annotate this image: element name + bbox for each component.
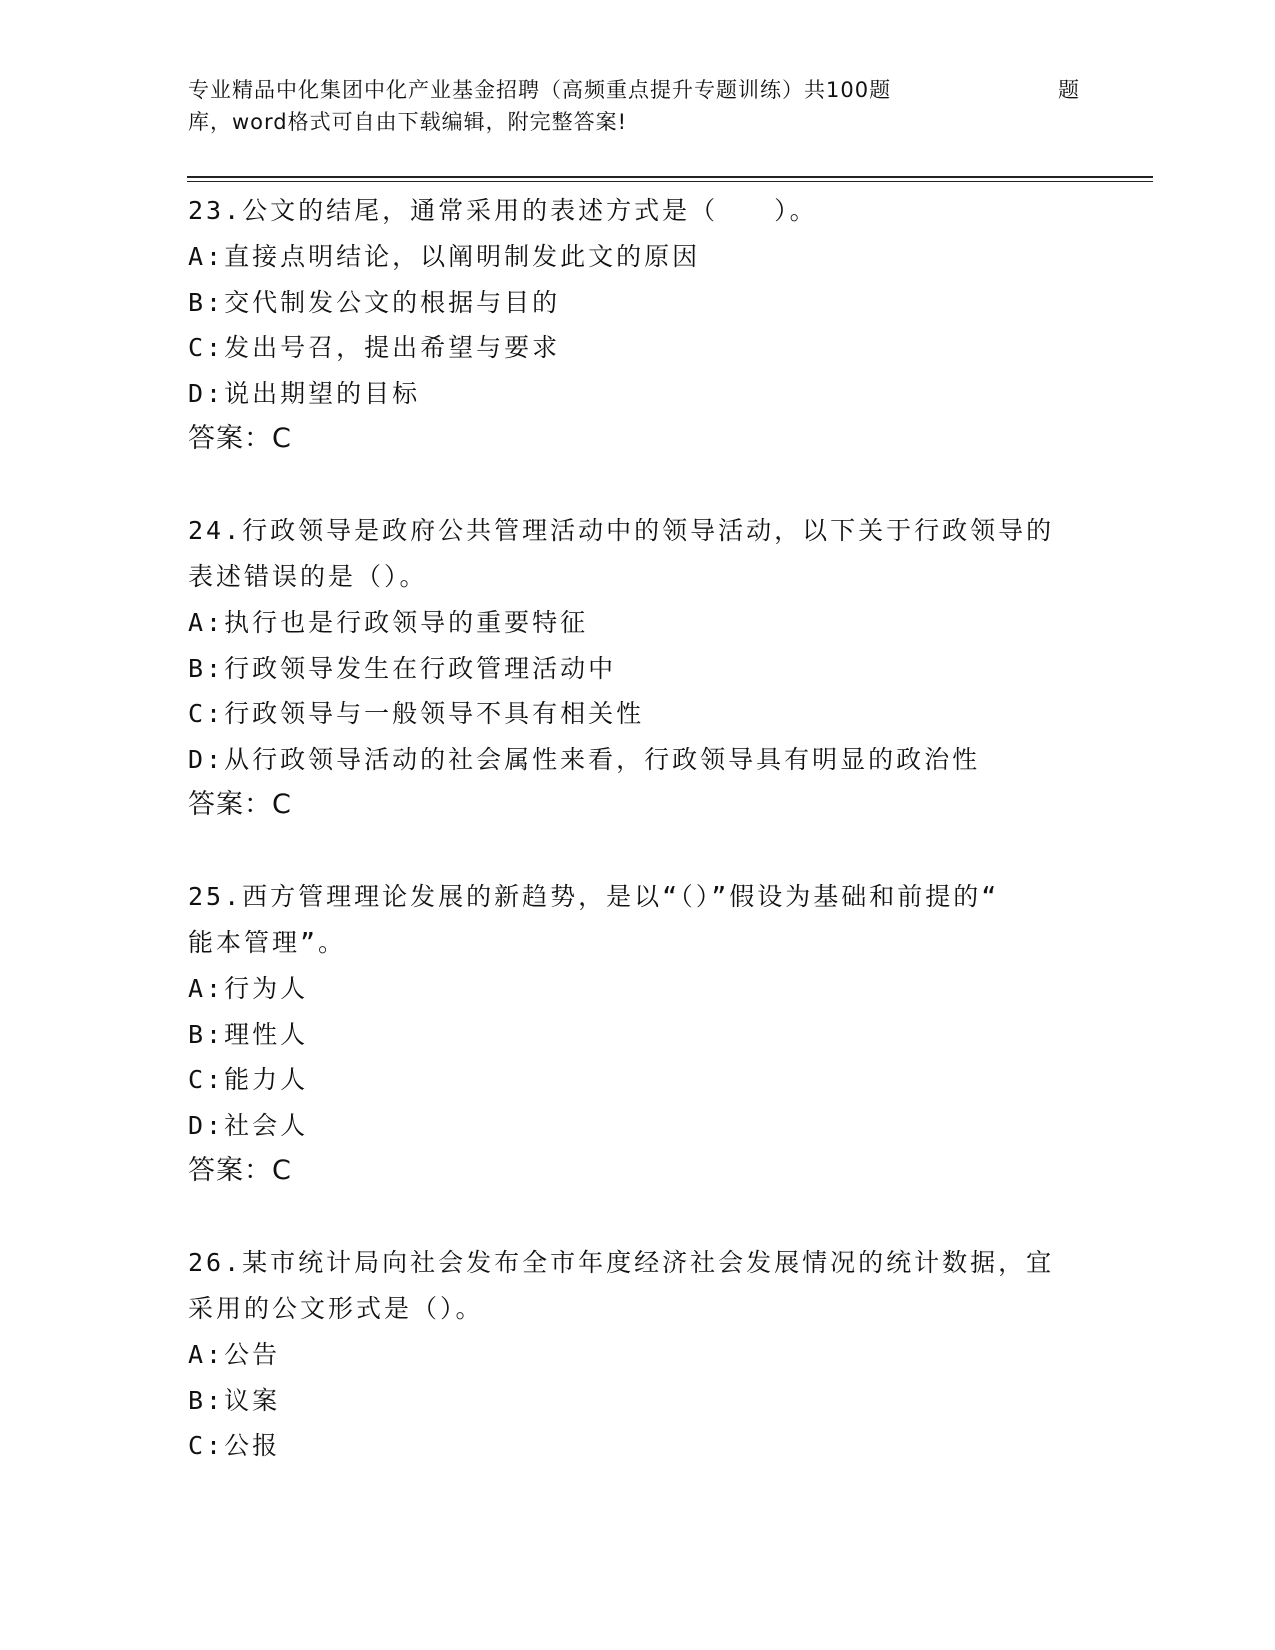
option-c: C:发出号召，提出希望与要求 bbox=[188, 333, 561, 362]
question-spacer bbox=[188, 462, 1088, 508]
option-d: D:社会人 bbox=[188, 1110, 309, 1140]
question-stem-line1: 24.行政领导是政府公共管理活动中的领导活动，以下关于行政领导的 bbox=[188, 516, 1055, 545]
question-stem-line1: 25.西方管理理论发展的新趋势，是以“（）”假设为基础和前提的“ bbox=[188, 882, 1000, 911]
option-a: A:执行也是行政领导的重要特征 bbox=[188, 608, 589, 637]
option-b: B:行政领导发生在行政管理活动中 bbox=[188, 653, 617, 683]
option-a: A:公告 bbox=[188, 1340, 281, 1369]
question-spacer bbox=[188, 828, 1088, 874]
header-divider-thin bbox=[187, 181, 1153, 182]
question-list bbox=[188, 188, 1088, 1469]
option-b: B:议案 bbox=[188, 1385, 281, 1415]
option-c: C:行政领导与一般领导不具有相关性 bbox=[188, 699, 645, 728]
option-d: D:从行政领导活动的社会属性来看，行政领导具有明显的政治性 bbox=[188, 744, 981, 774]
question-stem-line1: 26.某市统计局向社会发布全市年度经济社会发展情况的统计数据，宜 bbox=[188, 1248, 1055, 1277]
question-stem: 23.公文的结尾，通常采用的表述方式是（ ）。 bbox=[188, 196, 818, 225]
header-divider-thick bbox=[187, 176, 1153, 178]
option-c: C:公报 bbox=[188, 1431, 281, 1460]
option-d: D:说出期望的目标 bbox=[188, 378, 421, 408]
question-26 bbox=[188, 1240, 1088, 1469]
header-title-line1 bbox=[188, 74, 1088, 106]
header-title-line2: 库，word格式可自由下载编辑，附完整答案! bbox=[188, 110, 628, 134]
question-23 bbox=[188, 188, 1088, 508]
question-stem-line2: 能本管理”。 bbox=[188, 928, 347, 957]
option-a: A:行为人 bbox=[188, 974, 309, 1003]
header-title-text: 专业精品中化集团中化产业基金招聘（高频重点提升专题训练）共100题 bbox=[188, 78, 892, 102]
header-title-tail: 题 bbox=[1058, 78, 1080, 102]
document-header bbox=[188, 74, 1088, 138]
question-stem-line2: 表述错误的是（）。 bbox=[188, 562, 428, 591]
answer-line: 答案：C bbox=[188, 1155, 292, 1186]
option-b: B:理性人 bbox=[188, 1019, 309, 1049]
option-b: B:交代制发公文的根据与目的 bbox=[188, 287, 561, 317]
question-spacer bbox=[188, 1194, 1088, 1240]
question-24 bbox=[188, 508, 1088, 874]
question-stem-line2: 采用的公文形式是（）。 bbox=[188, 1294, 484, 1323]
option-c: C:能力人 bbox=[188, 1065, 309, 1094]
question-25 bbox=[188, 874, 1088, 1240]
answer-line: 答案：C bbox=[188, 423, 292, 454]
option-a: A:直接点明结论，以阐明制发此文的原因 bbox=[188, 242, 701, 271]
answer-line: 答案：C bbox=[188, 789, 292, 820]
